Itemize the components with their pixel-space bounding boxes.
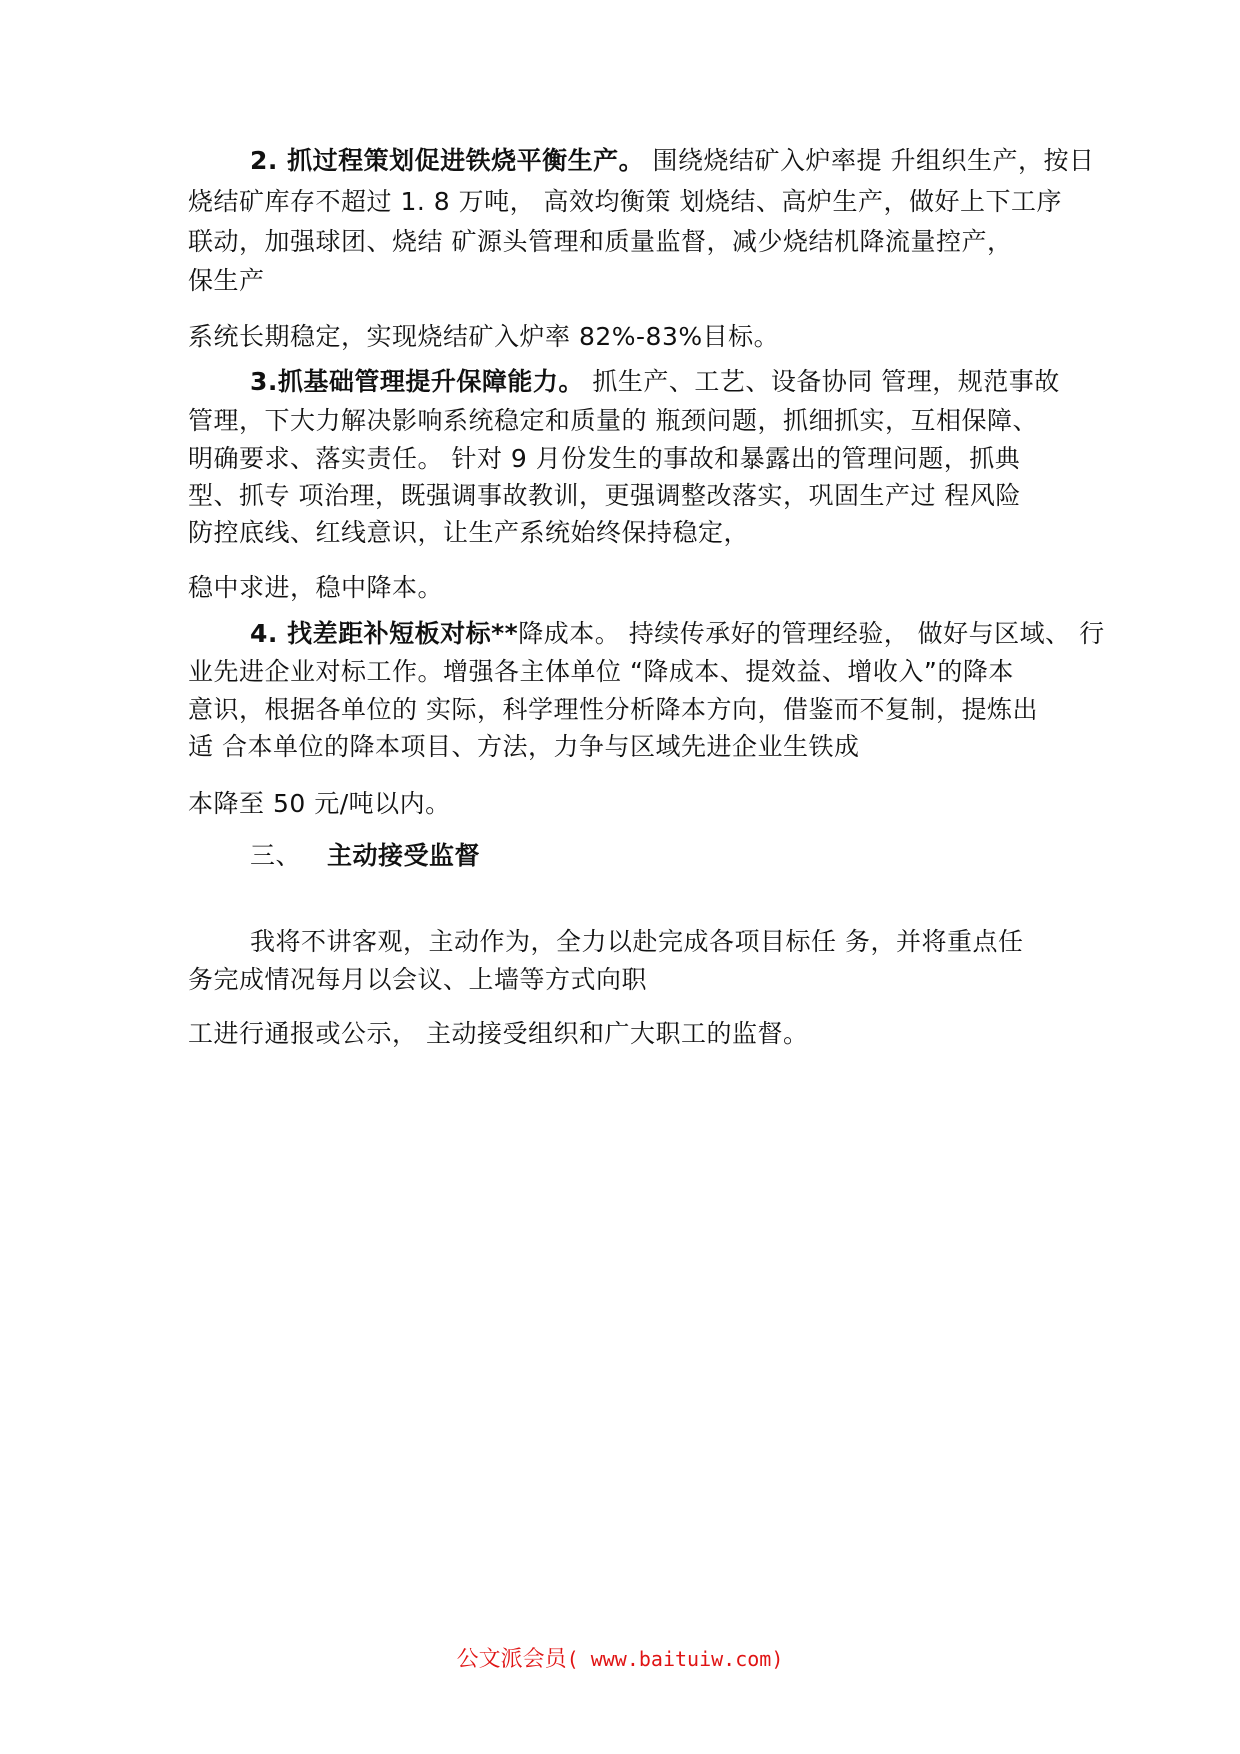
item-4-line-3: 意识，根据各单位的 实际，科学理性分析降本方向，借鉴而不复制，提炼出 [188,695,1038,724]
item-4-line-5: 本降至 50 元/吨以内。 [188,789,451,818]
section-3-number: 三、 [250,841,302,870]
item-3-line-6: 稳中求进，稳中降本。 [188,573,444,602]
item-2-line-4: 保生产 [188,266,265,295]
item-2-line-3: 联动，加强球团、烧结 矿源头管理和质量监督，减少烧结机降流量控产， [188,227,1013,256]
item-3-text: 抓生产、工艺、设备协同 管理，规范事故 [583,367,1060,396]
item-4-lead: 4. 找差距补短板对标** [250,619,519,648]
item-2-line-1 [250,143,1095,179]
item-4-text: 降成本。 持续传承好的管理经验， 做好与区域、 行 [518,619,1105,648]
item-3-line-3: 明确要求、落实责任。 针对 9 月份发生的事故和暴露出的管理问题，抓典 [188,444,1021,473]
item-2-line-2: 烧结矿库存不超过 1. 8 万吨， 高效均衡策 划烧结、高炉生产，做好上下工序 [188,187,1062,216]
item-4-line-2: 业先进企业对标工作。增强各主体单位 “降成本、提效益、增收入”的降本 [188,657,1014,686]
item-2-line-5: 系统长期稳定，实现烧结矿入炉率 82%-83%目标。 [188,322,780,351]
item-3-line-5: 防控底线、红线意识，让生产系统始终保持稳定， [188,518,750,547]
item-2-lead: 2. 抓过程策划促进铁烧平衡生产。 [250,146,645,175]
section-3-line-1: 我将不讲客观，主动作为，全力以赴完成各项目标任 务，并将重点任 [250,927,1024,956]
section-3-line-3: 工进行通报或公示， 主动接受组织和广大职工的监督。 [188,1019,809,1048]
section-3-line-2: 务完成情况每月以会议、上墙等方式向职 [188,965,648,994]
section-3-title: 主动接受监督 [327,841,481,870]
item-4-line-4: 适 合本单位的降本项目、方法，力争与区域先进企业生铁成 [188,732,860,761]
footer-watermark [0,1643,1240,1676]
footer-label: 公文派会员 [456,1647,567,1672]
item-3-lead: 3.抓基础管理提升保障能力。 [250,367,584,396]
item-3-line-1 [250,364,1060,400]
item-3-line-2: 管理，下大力解决影响系统稳定和质量的 瓶颈问题，抓细抓实，互相保障、 [188,406,1038,435]
item-2-text: 围绕烧结矿入炉率提 升组织生产，按日 [644,146,1095,175]
section-3-heading [250,838,480,874]
item-3-line-4: 型、抓专 项治理，既强调事故教训，更强调整改落实，巩固生产过 程风险 [188,481,1021,510]
footer-url: ( www.baituiw.com) [566,1647,784,1671]
item-4-line-1 [250,616,1105,652]
